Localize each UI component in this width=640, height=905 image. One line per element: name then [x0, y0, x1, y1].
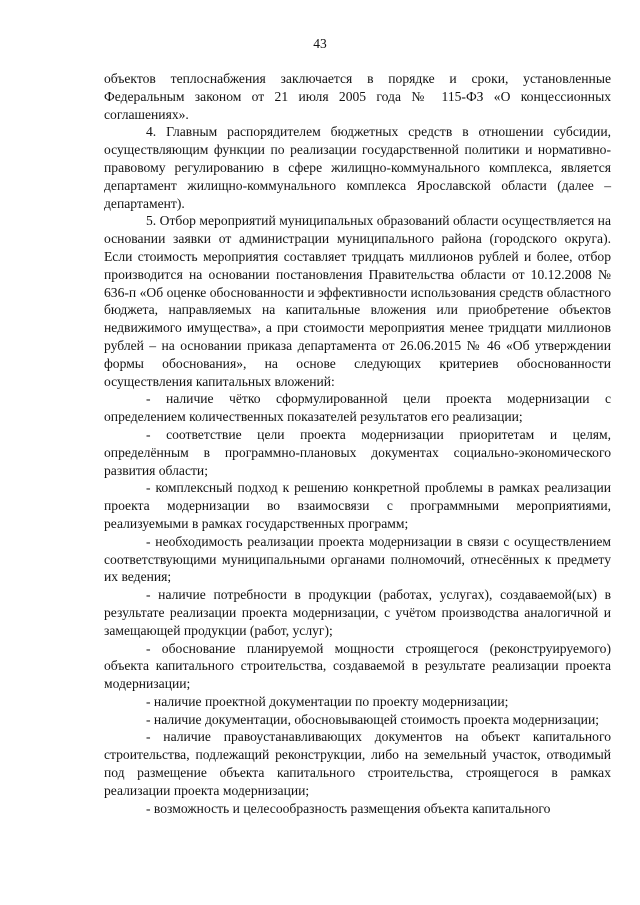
paragraph: - наличие правоустанавливающих документов на объект капитального строительства, подлежащий реконструкции, либо на земельный участок, отводимый под размещение объекта капитального строительства, строящегося в рамках реализации проекта модернизации;	[104, 729, 611, 798]
page-number: 43	[313, 36, 327, 51]
paragraph: - необходимость реализации проекта модернизации в связи с осуществлением соответствующими муниципальными органами полномочий, отнесённых к предмету их ведения;	[104, 533, 611, 585]
paragraph: - наличие проектной документации по проекту модернизации;	[146, 693, 509, 709]
paragraph: - наличие документации, обосновывающей стоимость проекта модернизации;	[146, 711, 599, 727]
paragraph: - обоснование планируемой мощности строящегося (реконструируемого) объекта капитального строительства, создаваемой в результате реализации проекта модернизации;	[104, 640, 611, 692]
document-body	[104, 70, 611, 817]
paragraph: 5. Отбор мероприятий муниципальных образований области осуществляется на основании заявки от администрации муниципального района (городского округа). Если стоимость мероприятия составляет тридцать миллионов рублей и более, отбор производится на основании постановления Правительства области от 10.12.2008 № 636-п «Об оценке обоснованности и эффективности использования средств областного бюджета, направляемых на капитальные вложения или приобретение объектов недвижимого имущества», а при стоимости мероприятия менее тридцати миллионов рублей – на основании приказа департамента от 26.06.2015 № 46 «Об утверждении формы обоснования», на основе следующих критериев обоснованности осуществления капитальных вложений:	[104, 213, 611, 389]
paragraph: 4. Главным распорядителем бюджетных средств в отношении субсидии, осуществляющим функции по реализации государственной политики и нормативно-правовому регулированию в сфере жилищно-коммунального комплекса, является департамент жилищно-коммунального комплекса Ярославской области (далее – департамент).	[104, 124, 611, 211]
paragraph: - соответствие цели проекта модернизации приоритетам и целям, определённым в программно-плановых документах социально-экономического развития области;	[104, 426, 611, 478]
paragraph: - наличие чётко сформулированной цели проекта модернизации с определением количественных показателей результатов его реализации;	[104, 391, 611, 425]
paragraph: - комплексный подход к решению конкретной проблемы в рамках реализации проекта модернизации во взаимосвязи с программными мероприятиями, реализуемыми в рамках государственных программ;	[104, 480, 611, 531]
paragraph: - возможность и целесообразность размещения объекта капитального	[146, 800, 551, 816]
paragraph: объектов теплоснабжения заключается в порядке и сроки, установленные Федеральным законом от 21 июля 2005 года № 115-ФЗ «О концессионных соглашениях».	[104, 71, 611, 122]
paragraph: - наличие потребности в продукции (работах, услугах), создаваемой(ых) в результате реализации проекта модернизации, с учётом производства аналогичной и замещающей продукции (работ, услуг);	[104, 587, 611, 638]
